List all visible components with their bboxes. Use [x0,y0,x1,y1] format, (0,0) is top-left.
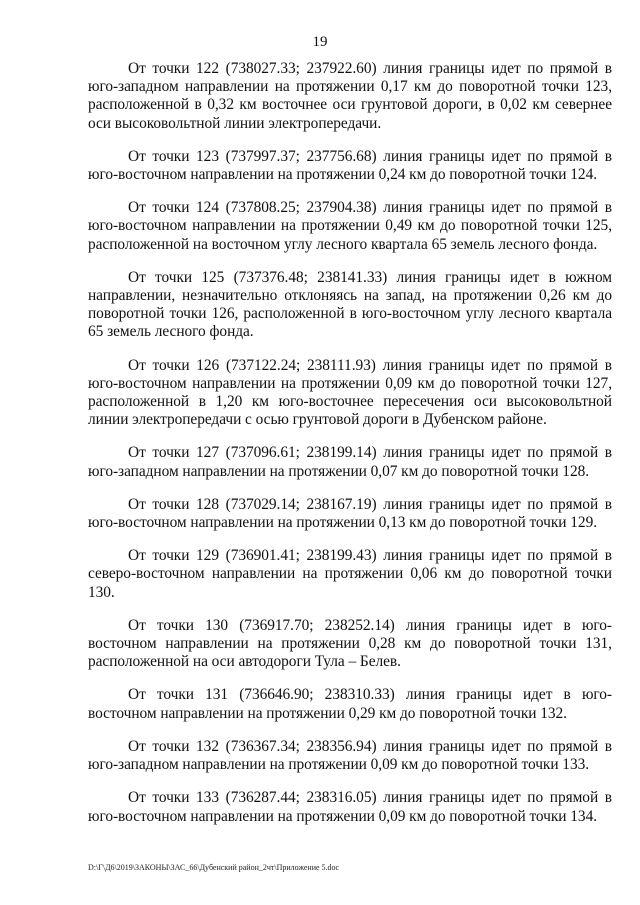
boundary-paragraph: От точки 132 (736367.34; 238356.94) линия границы идет по прямой в юго-западном направлении на протяжении 0,09 км до поворотной точки 133. [88,737,612,774]
boundary-paragraph: От точки 122 (738027.33; 237922.60) линия границы идет по прямой в юго-западном направлении на протяжении 0,17 км до поворотной точки 123, расположенной в 0,32 км восточнее оси грунтовой дороги, в 0,02 км севернее оси высоковольтной линии электропередачи. [88,60,612,132]
boundary-paragraph: От точки 124 (737808.25; 237904.38) линия границы идет по прямой в юго-восточном направлении на протяжении 0,49 км до поворотной точки 125, расположенной на восточном углу лесного квартала 65 земель лесного фонда. [88,199,612,253]
boundary-paragraph: От точки 127 (737096.61; 238199.14) линия границы идет по прямой в юго-западном направлении на протяжении 0,07 км до поворотной точки 128. [88,444,612,480]
boundary-paragraph: От точки 130 (736917.70; 238252.14) линия границы идет в юго-восточном направлении на протяжении 0,28 км до поворотной точки 131, расположенной на оси автодороги Тула – Белев. [88,616,612,671]
boundary-paragraph: От точки 126 (737122.24; 238111.93) линия границы идет по прямой в юго-восточном направлении на протяжении 0,09 км до поворотной точки 127, расположенной в 1,20 км юго-восточнее пересечения оси высоковольтной линии электропередачи с осью грунтовой дороги в Дубенском районе. [88,356,612,429]
file-path-footer: D:\Г\Д6\2019\ЗАКОНЫ\ЗАС_66\Дубенский район_2чт\Приложение 5.doc [88,863,340,872]
document-body [88,60,612,841]
page-number: 19 [312,34,328,50]
boundary-paragraph: От точки 131 (736646.90; 238310.33) линия границы идет в юго-восточном направлении на протяжении 0,29 км до поворотной точки 132. [88,686,612,722]
boundary-paragraph: От точки 133 (736287.44; 238316.05) линия границы идет по прямой в юго-восточном направлении на протяжении 0,09 км до поворотной точки 134. [88,789,612,825]
boundary-paragraph: От точки 125 (737376.48; 238141.33) линия границы идет в южном направлении, незначительно отклоняясь на запад, на протяжении 0,26 км до поворотной точки 126, расположенной в юго-восточном углу лесного квартала 65 земель лесного фонда. [88,268,612,341]
boundary-paragraph: От точки 129 (736901.41; 238199.43) линия границы идет по прямой в северо-восточном направлении на протяжении 0,06 км до поворотной точки 130. [88,547,612,601]
boundary-paragraph: От точки 123 (737997.37; 237756.68) линия границы идет по прямой в юго-восточном направлении на протяжении 0,24 км до поворотной точки 124. [88,147,612,184]
boundary-paragraph: От точки 128 (737029.14; 238167.19) линия границы идет по прямой в юго-восточном направлении на протяжении 0,13 км до поворотной точки 129. [88,495,612,532]
